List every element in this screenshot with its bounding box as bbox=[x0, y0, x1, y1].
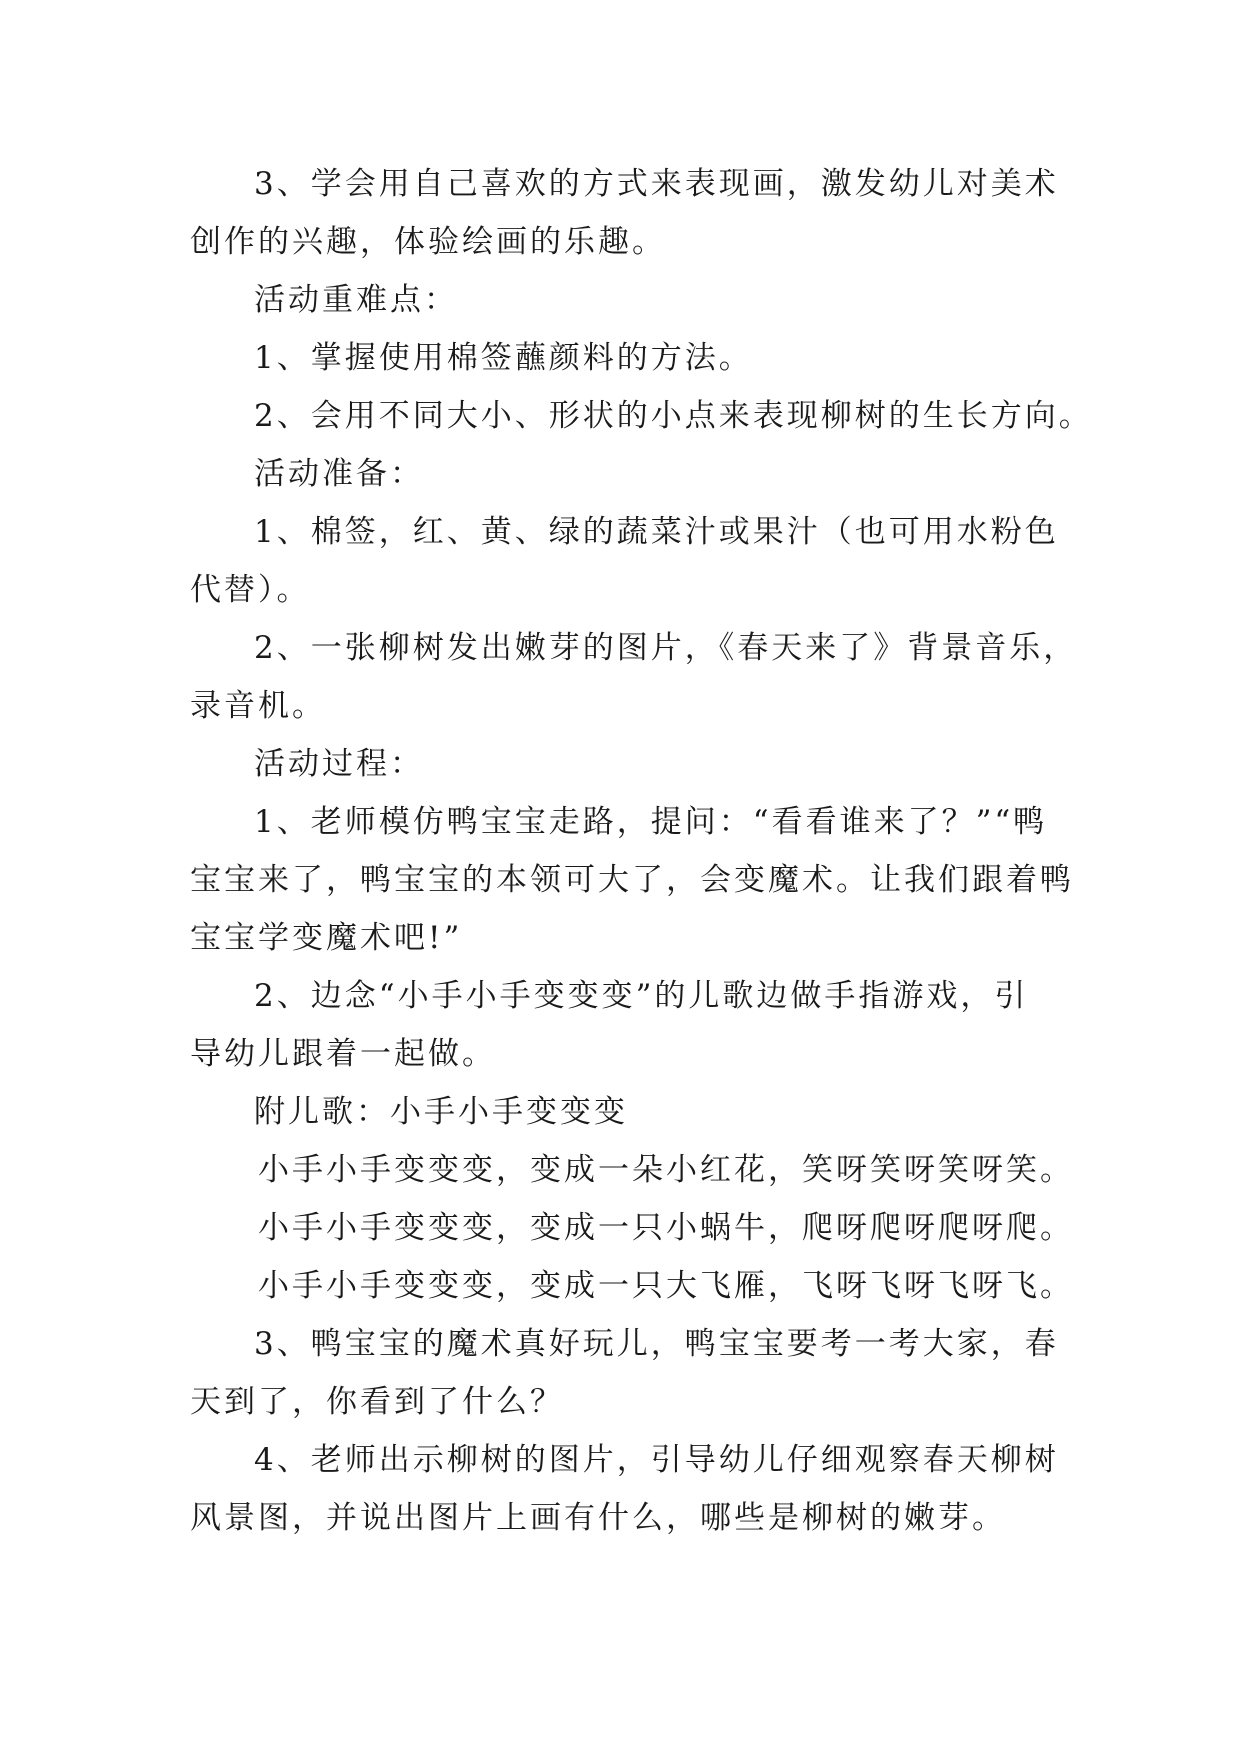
paragraph-line: 3、学会用自己喜欢的方式来表现画，激发幼儿对美术 bbox=[254, 166, 1059, 202]
paragraph-line: 天到了，你看到了什么？ bbox=[190, 1384, 564, 1420]
paragraph-line: 创作的兴趣，体验绘画的乐趣。 bbox=[190, 224, 666, 260]
paragraph-line: 导幼儿跟着一起做。 bbox=[190, 1036, 496, 1072]
section-heading: 活动重难点： bbox=[254, 282, 458, 318]
song-verse: 小手小手变变变，变成一只大飞雁，飞呀飞呀飞呀飞。 bbox=[258, 1268, 1074, 1304]
paragraph-line: 代替）。 bbox=[190, 572, 311, 608]
song-verse: 小手小手变变变，变成一朵小红花，笑呀笑呀笑呀笑。 bbox=[258, 1152, 1074, 1188]
document-body bbox=[190, 155, 1093, 1547]
paragraph-line: 宝宝来了，鸭宝宝的本领可大了，会变魔术。让我们跟着鸭 bbox=[190, 862, 1074, 898]
section-heading: 活动过程： bbox=[254, 746, 424, 782]
list-item: 2、会用不同大小、形状的小点来表现柳树的生长方向。 bbox=[254, 398, 1093, 434]
list-item: 2、边念“小手小手变变变”的儿歌边做手指游戏，引 bbox=[254, 978, 1029, 1014]
list-item: 4、老师出示柳树的图片，引导幼儿仔细观察春天柳树 bbox=[254, 1442, 1059, 1478]
list-item: 1、老师模仿鸭宝宝走路，提问：“看看谁来了？”“鸭 bbox=[254, 804, 1048, 840]
list-item: 3、鸭宝宝的魔术真好玩儿，鸭宝宝要考一考大家，春 bbox=[254, 1326, 1059, 1362]
list-item: 1、掌握使用棉签蘸颜料的方法。 bbox=[254, 340, 753, 376]
list-item: 1、棉签，红、黄、绿的蔬菜汁或果汁（也可用水粉色 bbox=[254, 514, 1059, 550]
paragraph-line: 风景图，并说出图片上画有什么，哪些是柳树的嫩芽。 bbox=[190, 1500, 1006, 1536]
paragraph-line: 录音机。 bbox=[190, 688, 326, 724]
song-verse: 小手小手变变变，变成一只小蜗牛，爬呀爬呀爬呀爬。 bbox=[258, 1210, 1074, 1246]
paragraph-line: 宝宝学变魔术吧!” bbox=[190, 920, 463, 956]
section-heading: 活动准备： bbox=[254, 456, 424, 492]
list-item: 2、一张柳树发出嫩芽的图片，《春天来了》背景音乐， bbox=[254, 630, 1078, 666]
song-title: 附儿歌：小手小手变变变 bbox=[254, 1094, 628, 1130]
